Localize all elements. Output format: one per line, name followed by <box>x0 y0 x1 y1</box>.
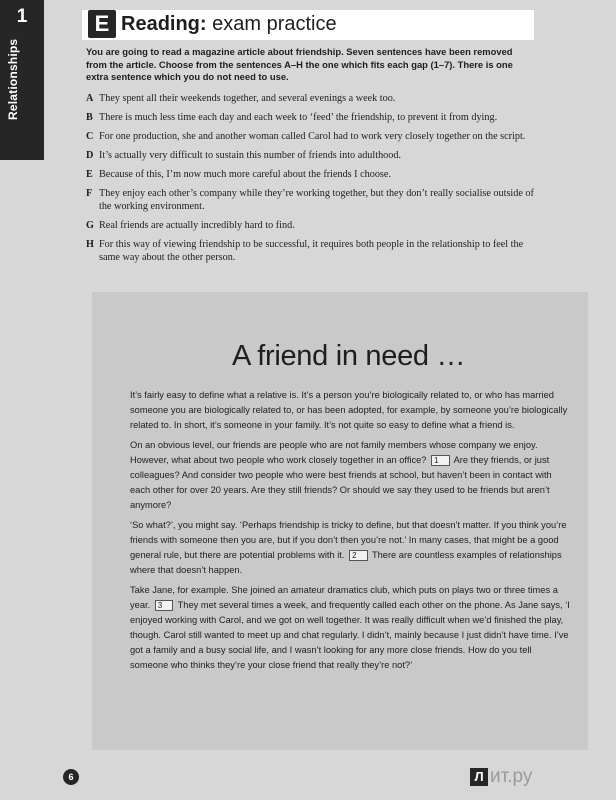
option-text: They enjoy each other’s company while they’re working together, but they don’t really socialise outside of the working environment. <box>99 188 534 212</box>
paragraph-text: ‘So what?’, you might say. ‘Perhaps friendship is tricky to define, but that doesn’t matter. If you think you’re friends with someone then you are, but if you don’t then you’re not.’ In many cases, that might be a good general rule, but there are potential problems with it. <box>130 520 567 560</box>
task-instructions: You are going to read a magazine article about friendship. Seven sentences have been removed from the article. Choose from the sentences A–H the one which fits each gap (1–7). There is one extra sentence which you do not need to use. <box>86 46 513 82</box>
heading-bold: Reading: <box>121 13 207 35</box>
paragraph-text: On an obvious level, our friends are people who are not family members whose company we enjoy. However, what about two people who work closely together in an office? <box>130 440 538 465</box>
option-text: Real friends are actually incredibly hard to find. <box>99 220 295 231</box>
option-letter: C <box>86 131 94 142</box>
paragraph-text: There are countless examples of relationships where that doesn’t happen. <box>130 550 562 575</box>
option-letter: A <box>86 93 94 104</box>
unit-sidebar <box>0 0 44 160</box>
option-letter: F <box>86 188 93 199</box>
option-text: Because of this, I’m now much more careful about the friends I choose. <box>99 169 391 180</box>
heading-rest: exam practice <box>206 13 337 35</box>
paragraph-text: Take Jane, for example. She joined an amateur dramatics club, which puts on plays two or three times a year. <box>130 585 558 610</box>
option-letter: B <box>86 112 93 123</box>
article-paragraph <box>130 518 572 578</box>
option-text: It’s actually very difficult to sustain this number of friends into adulthood. <box>99 150 401 161</box>
unit-title: Relationships <box>6 38 20 120</box>
section-badge: E <box>88 10 116 38</box>
answer-gap-1[interactable]: 1 <box>431 455 449 466</box>
option-f <box>86 187 534 213</box>
article-paragraph <box>130 438 572 513</box>
option-letter: H <box>86 239 94 250</box>
option-letter: D <box>86 150 94 161</box>
option-e <box>86 168 534 181</box>
option-letter: E <box>86 169 93 180</box>
paragraph-text: Are they friends, or just colleagues? And consider two people who were best friends at school, but haven’t been in contact with each other for over 20 years. Are they still friends? Or should we say they used to be friends but aren’t anymore? <box>130 455 552 510</box>
option-b <box>86 111 534 124</box>
option-c <box>86 130 534 143</box>
option-a <box>86 92 534 105</box>
option-text: For one production, she and another woman called Carol had to work very closely together on the script. <box>99 131 526 142</box>
unit-number: 1 <box>16 6 28 27</box>
option-letter: G <box>86 220 94 231</box>
option-h <box>86 238 534 264</box>
option-text: There is much less time each day and each week to ‘feed’ the friendship, to prevent it from dying. <box>99 112 498 123</box>
option-text: They spent all their weekends together, and several evenings a week too. <box>99 93 396 104</box>
answer-gap-2[interactable]: 2 <box>349 550 367 561</box>
option-d <box>86 149 534 162</box>
article-paragraph: It’s fairly easy to define what a relative is. It’s a person you’re biologically related to, or who has married someone you are biologically related to, or has been adopted, for example, by someone you’re biologically related to. In short, it’s someone in your family. It’s not quite so easy to define what a friend is. <box>130 390 568 430</box>
answer-gap-3[interactable]: 3 <box>155 600 173 611</box>
paragraph-text: They met several times a week, and frequently called each other on the phone. As Jane says, ‘I enjoyed working with Carol, and we got on well together. It was really difficult when we’d finished the play, though. Carol still wanted to meet up and chat regularly. I didn’t, mainly because I just didn’t have time. I’ve got a family and a busy social life, and I wasn’t looking for any more close friends. How do you tell someone who thinks they’re your close friend that really they’re not?’ <box>130 600 570 670</box>
watermark-text: ит.ру <box>490 766 533 787</box>
option-text: For this way of viewing friendship to be successful, it requires both people in the relationship to feel the same way about the other person. <box>99 239 524 263</box>
article-body <box>130 388 572 678</box>
section-heading <box>121 11 337 37</box>
watermark-logo-icon: Л <box>470 768 488 786</box>
option-g <box>86 219 534 232</box>
sentence-options-list <box>86 92 534 270</box>
article-title: A friend in need … <box>232 340 466 372</box>
page-number: 6 <box>63 769 79 785</box>
article-paragraph <box>130 583 572 673</box>
watermark <box>470 766 532 788</box>
